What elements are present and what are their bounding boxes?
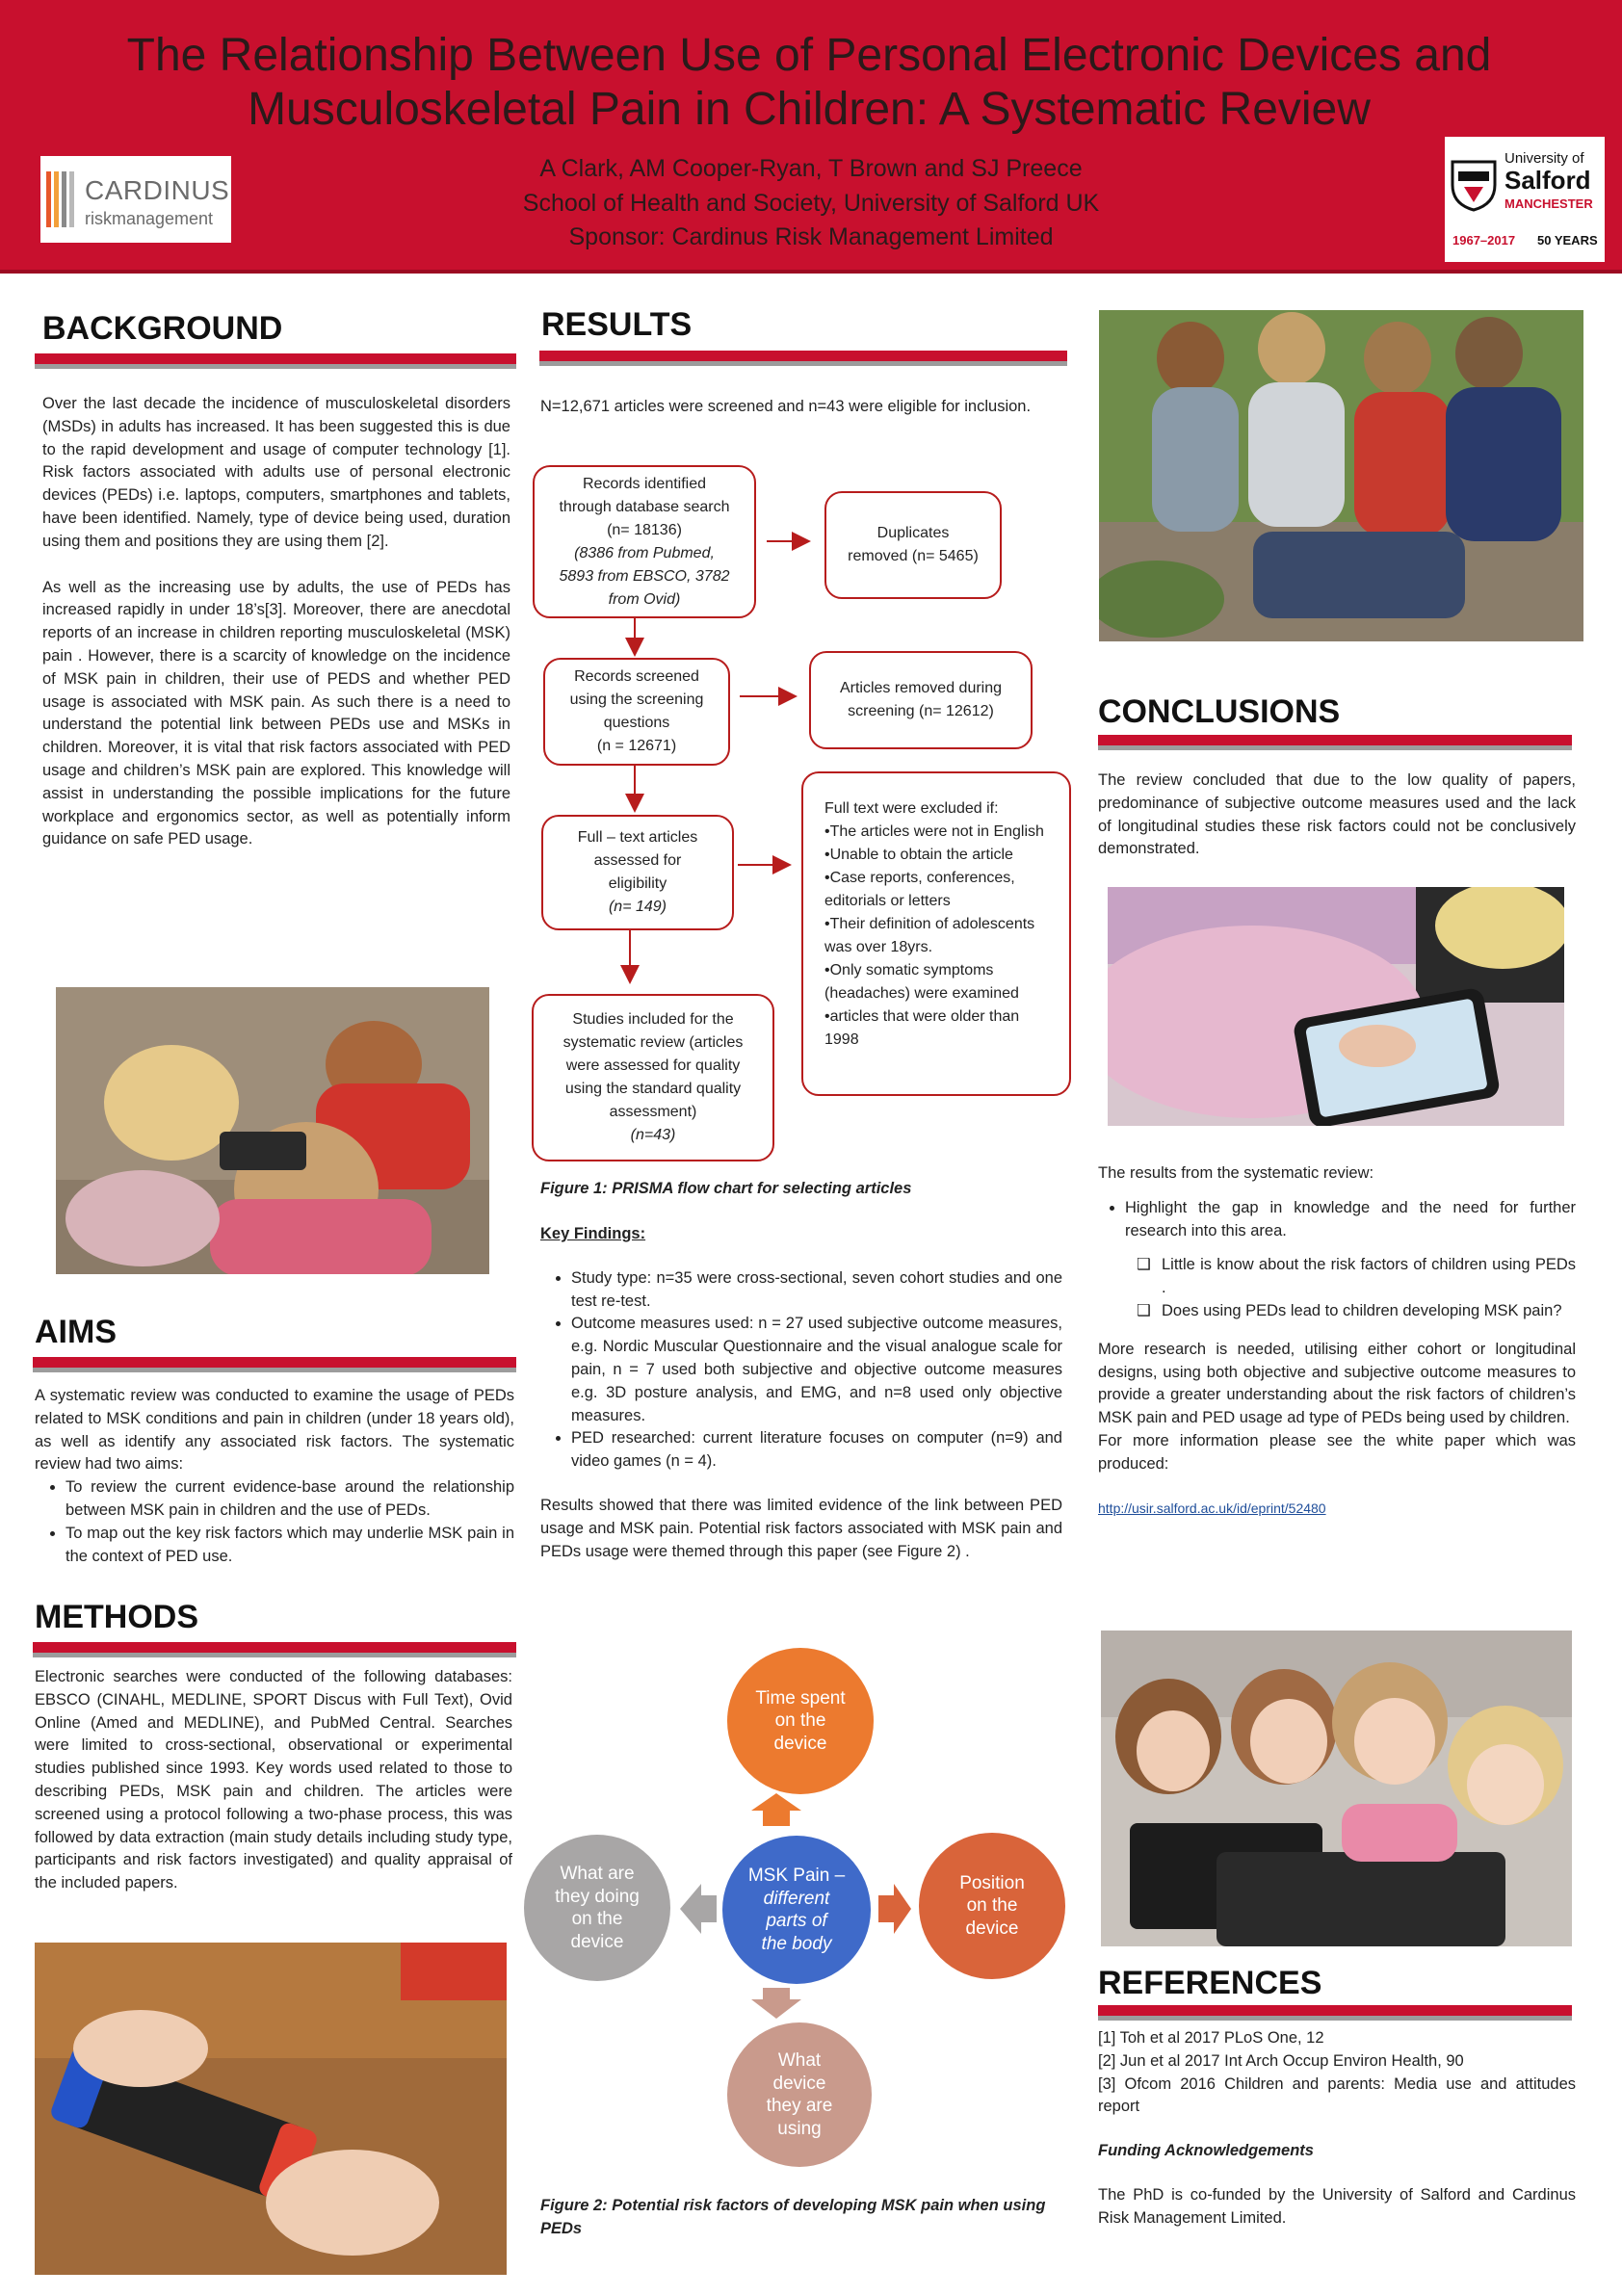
conclusions-paragraph-3: For more information please see the white paper which was produced:: [1098, 1431, 1576, 1473]
flow-text: (n = 12671): [596, 738, 677, 754]
aims-heading: AIMS: [35, 1314, 117, 1350]
flow-text: •Their definition of adolescents was over 18yrs.: [824, 916, 1035, 955]
references-heading: REFERENCES: [1098, 1965, 1322, 2001]
reference-item: [2] Jun et al 2017 Int Arch Occup Environ Health, 90: [1098, 2051, 1464, 2070]
diagram-text: on the: [774, 1710, 826, 1732]
salford-logo-anniversary: 50 YEARS: [1537, 233, 1598, 248]
key-finding-item: • Outcome measures used: n = 27 used subjective outcome measures, e.g. Nordic Muscular Questionnaire and the visual analogue scale for pain, n = 7 used both subjective and objective outcome measures e.g. 3D posture analysis, and EMG, and n=8 used only objective measures.: [571, 1313, 1062, 1427]
flow-text: eligibility: [608, 875, 667, 892]
salford-logo-line1: University of: [1504, 150, 1584, 167]
background-paragraph-2: As well as the increasing use by adults, the use of PEDs has increased rapidly in under 18’s[3]. Moreover, there are anecdotal reports of an increase in children reporting musculoskeletal (MSK) pain . However, there is a scarcity of knowledge on the incidence of MSK pain in children, their use of PEDS and whether PED usage is associated with MSK pain. As such there is a need to understand the potential link between PEDs use and MSKs in children. Moreover, it is vital that risk factors associated with PED usage and children’s MSK pain are explored. This knowledge will assist in understanding the possible implications for the future workplace and ergonomics sector, as well as potentially inform guidance on safe PED usage.: [42, 578, 510, 848]
conclusions-text-1: The review concluded that due to the low quality of papers, predominance of subjective outcome measures used and the lack of longitudinal studies these risk factors could not be conclusively demonstrated.: [1098, 771, 1576, 858]
references-text: [1098, 2027, 1576, 2231]
diagram-text: What are: [560, 1864, 635, 1884]
flow-text: •Case reports, conferences, editorials or letters: [824, 870, 1015, 909]
methods-text: Electronic searches were conducted of the following databases: EBSCO (CINAHL, MEDLINE, SPORT Discus with Full Text), Ovid Online (Amed and MEDLINE), and PubMed Central. Searches were limited to cross-sectional, observational or experimental studies published since 1993. Key words used related to those to describing PEDs, MSK pain and children. The articles were screened using a protocol following a two-phase process, this was followed by data extraction (main study details including study type, participants and risk factors investigated) and quality appraisal of the included papers.: [35, 1668, 512, 1892]
aims-item: • To map out the key risk factors which may underlie MSK pain in the context of PED use.: [65, 1523, 514, 1569]
conclusions-results: [1098, 1162, 1576, 1520]
flow-text: 5893 from EBSCO, 3782: [559, 567, 730, 585]
authors: A Clark, AM Cooper-Ryan, T Brown and SJ Preece: [539, 155, 1083, 182]
diagram-text: MSK Pain –: [747, 1866, 846, 1886]
diagram-text: device: [570, 1931, 624, 1952]
affiliation: School of Health and Society, University of Salford UK: [522, 190, 1100, 217]
diagram-text: What: [777, 2050, 822, 2071]
title-line-1: The Relationship Between Use of Personal Electronic Devices and: [126, 30, 1492, 81]
flow-text: Full – text articles: [577, 829, 698, 846]
figure-2-caption: Figure 2: Potential risk factors of developing MSK pain when using PEDs: [540, 2197, 1046, 2237]
funding-text: The PhD is co-funded by the University of Salford and Cardinus Risk Management Limited.: [1098, 2185, 1576, 2227]
flow-text: removed (n= 5465): [848, 548, 979, 564]
diagram-text: device: [965, 1918, 1019, 1939]
flow-text: through database search: [559, 498, 730, 515]
flow-text: assessment): [609, 1104, 697, 1120]
section-rule: [1098, 2005, 1572, 2016]
flow-text: Articles removed during: [839, 680, 1003, 696]
flow-text: Full text were excluded if:: [824, 800, 999, 817]
diagram-text: on the: [571, 1909, 623, 1929]
arrow-left-icon: [680, 1884, 717, 1934]
arrow-right-icon: [878, 1884, 911, 1934]
sponsor: Sponsor: Cardinus Risk Management Limited: [568, 223, 1054, 250]
salford-logo-years: 1967–2017: [1452, 233, 1516, 248]
diagram-text: they doing: [555, 1886, 640, 1907]
flow-text: assessed for: [593, 852, 682, 869]
results-intro: N=12,671 articles were screened and n=43 were eligible for inclusion.: [540, 398, 1032, 415]
conclusions-sub-item: ❑ Little is know about the risk factors of children using PEDs .: [1162, 1254, 1576, 1300]
flow-text: Records screened: [574, 668, 699, 685]
key-finding-item: • Study type: n=35 were cross-sectional, seven cohort studies and one test re-test.: [571, 1267, 1062, 1314]
arrow-down-icon: [751, 1988, 801, 2019]
flow-text: using the screening: [569, 691, 704, 708]
flow-text: •Only somatic symptoms (headaches) were examined: [824, 962, 1019, 1002]
conclusions-paragraph-2: More research is needed, utilising either cohort or longitudinal designs, using both objective and subjective outcome measures to provide a greater understanding about the risk factors of children’s MSK pain and PED usage ad type of PEDs being used by children.: [1098, 1340, 1576, 1427]
key-finding-item: • PED researched: current literature focuses on computer (n=9) and video games (n = 4).: [571, 1427, 1062, 1474]
diagram-text: parts of: [766, 1911, 827, 1931]
photo-tablet-hands: [1108, 887, 1564, 1126]
conclusions-sub-list: [1098, 1254, 1576, 1322]
diagram-text: on the: [966, 1895, 1018, 1917]
conclusions-results-intro: The results from the systematic review:: [1098, 1164, 1374, 1182]
background-heading: BACKGROUND: [42, 310, 283, 347]
flow-text: questions: [603, 715, 670, 731]
results-summary: Results showed that there was limited evidence of the link between PED usage and MSK pain. Potential risk factors associated with MSK pain and PEDs usage were themed through this paper (see Figure 2) .: [540, 1496, 1062, 1560]
aims-item: • To review the current evidence-base around the relationship between MSK pain in children and the use of PEDs.: [65, 1476, 514, 1523]
methods-heading: METHODS: [35, 1599, 198, 1635]
flow-text: from Ovid): [608, 590, 681, 608]
salford-logo-city: MANCHESTER: [1504, 196, 1593, 211]
flow-text: Studies included for the: [572, 1011, 734, 1028]
arrow-up-icon: [751, 1793, 801, 1826]
background-paragraph-1: Over the last decade the incidence of musculoskeletal disorders (MSDs) in adults has increased. It has been suggested this is due to the rapid development and usage of computer technology [1]. Risk factors associated with adults use of personal electronic devices (PEDs) i.e. laptops, computers, smartphones and tablets, have been identified. Namely, type of device being used, duration using them and positions they are using them [2].: [42, 395, 510, 550]
flow-text: •The articles were not in English: [824, 823, 1044, 840]
flow-text: Records identified: [582, 475, 707, 492]
conclusions-bullets: [1098, 1197, 1576, 1243]
diagram-text: device: [772, 2073, 826, 2094]
title-line-2: Musculoskeletal Pain in Children: A Systematic Review: [248, 84, 1371, 135]
conclusions-sub-item: ❑ Does using PEDs lead to children developing MSK pain?: [1162, 1300, 1576, 1323]
diagram-text: Time spent: [755, 1687, 846, 1709]
eprint-link[interactable]: http://usir.salford.ac.uk/id/eprint/52480: [1098, 1500, 1326, 1516]
flow-text: screening (n= 12612): [848, 703, 994, 719]
flow-text: (n= 149): [608, 899, 667, 915]
reference-item: [1] Toh et al 2017 PLoS One, 12: [1098, 2029, 1324, 2047]
diagram-text: using: [777, 2118, 822, 2139]
results-heading: RESULTS: [541, 306, 693, 343]
key-findings-title: Key Findings:: [540, 1225, 646, 1242]
flow-text: Duplicates: [876, 525, 950, 541]
diagram-text: the body: [761, 1933, 832, 1954]
flow-text: were assessed for quality: [565, 1057, 741, 1074]
flow-text: using the standard quality: [564, 1081, 742, 1097]
salford-logo-name: Salford: [1504, 166, 1591, 195]
diagram-text: they are: [766, 2096, 833, 2116]
cardinus-logo-name: CARDINUS: [85, 175, 230, 205]
reference-item: [3] Ofcom 2016 Children and parents: Media use and attitudes report: [1098, 2074, 1576, 2116]
figure-1-caption: Figure 1: PRISMA flow chart for selecting articles: [540, 1180, 912, 1197]
conclusions-heading: CONCLUSIONS: [1098, 693, 1341, 730]
diagram-text: device: [773, 1733, 827, 1754]
flow-text: (n= 18136): [607, 521, 682, 538]
aims-intro: A systematic review was conducted to examine the usage of PEDs related to MSK conditions and pain in children (under 18 years old), as well as identify any associated risk factors. The systematic review had two aims:: [35, 1387, 514, 1474]
flow-text: •articles that were older than 1998: [824, 1008, 1020, 1048]
section-rule: [1098, 735, 1572, 745]
photo-boys-phones: [1099, 310, 1583, 641]
flow-text: (8386 from Pubmed,: [574, 544, 715, 561]
funding-title: Funding Acknowledgements: [1098, 2142, 1314, 2160]
cardinus-logo-tagline: riskmanagement: [85, 209, 214, 228]
flow-text: systematic review (articles: [562, 1034, 744, 1051]
flow-text: (n=43): [630, 1127, 676, 1143]
photo-children-laptop: [1101, 1631, 1572, 1946]
conclusions-bullet: • Highlight the gap in knowledge and the need for further research into this area.: [1125, 1197, 1576, 1243]
diagram-text: different: [763, 1888, 830, 1909]
diagram-text: Position: [959, 1872, 1025, 1893]
flow-text: •Unable to obtain the article: [824, 847, 1013, 863]
